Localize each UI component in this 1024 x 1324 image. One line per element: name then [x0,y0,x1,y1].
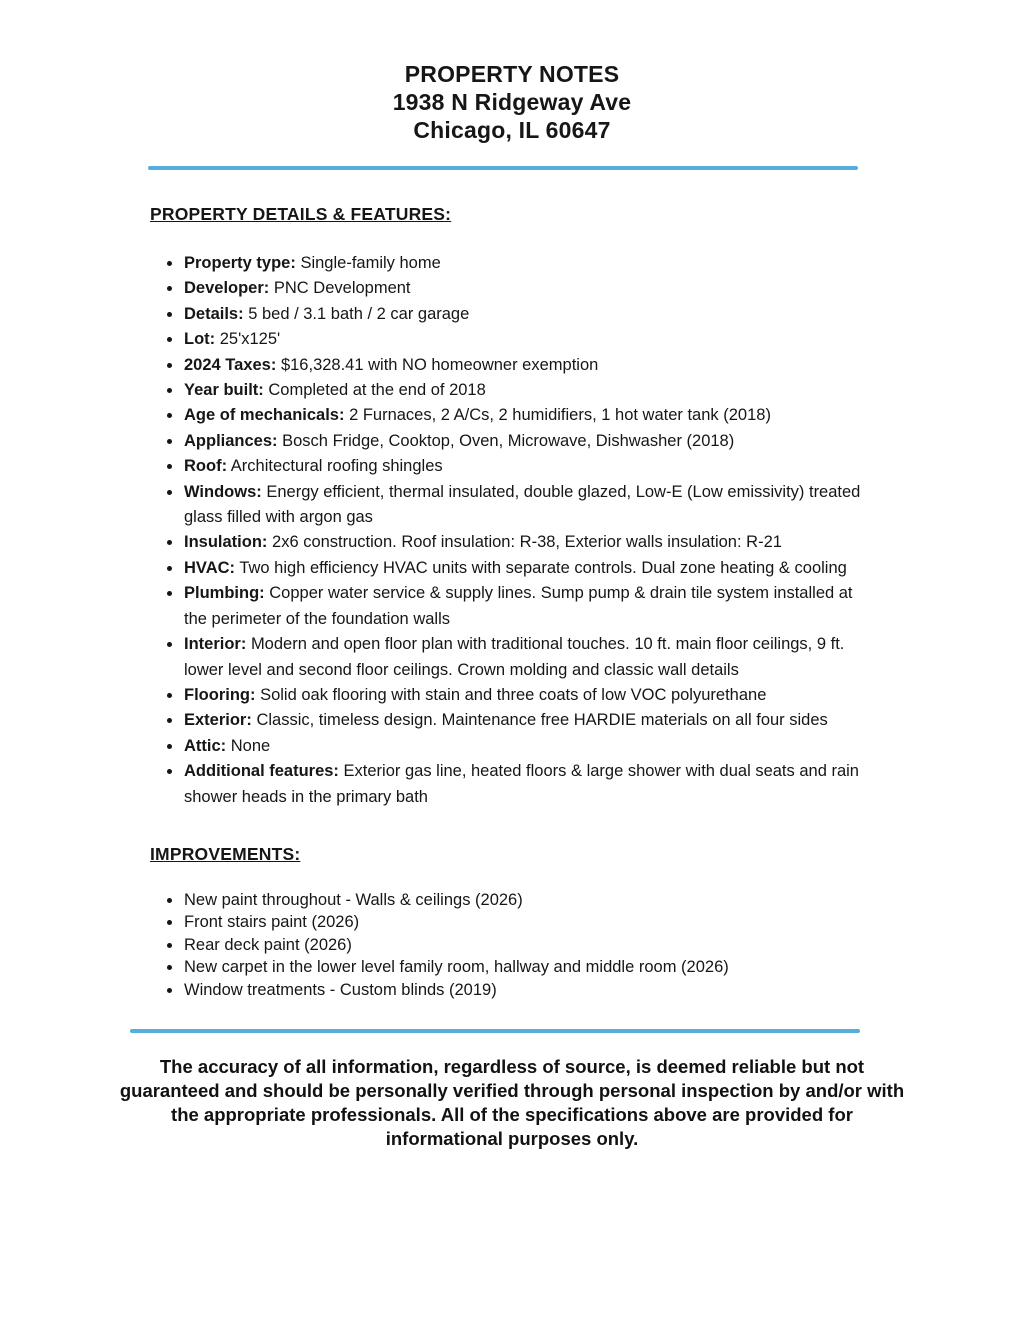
item-text: PNC Development [273,279,411,298]
document-header [0,0,1024,144]
list-item [183,302,873,327]
item-text: None [230,736,271,755]
item-text: Window treatments - Custom blinds (2019) [184,980,497,999]
item-text: Completed at the end of 2018 [268,381,486,400]
item-label: Attic: [184,736,227,755]
item-text: 25'x125' [219,330,281,349]
section-heading-property-details: PROPERTY DETAILS & FEATURES: [150,204,452,224]
item-text: 2x6 construction. Roof insulation: R-38, Exterior walls insulation: R-21 [272,533,782,552]
list-item [183,911,873,934]
list-item [183,581,873,632]
item-text: Front stairs paint (2026) [184,913,360,932]
list-item [183,934,873,957]
item-label: Year built: [184,381,264,400]
address-line-2: Chicago, IL 60647 [413,117,611,143]
section-heading-improvements: IMPROVEMENTS: [150,843,301,864]
list-item [183,480,873,531]
item-label: Plumbing: [184,584,265,603]
item-text: Energy efficient, thermal insulated, double glazed, Low-E (Low emissivity) treated glass filled with argon gas [184,482,861,527]
item-label: Windows: [184,482,262,501]
item-text: New carpet in the lower level family room, hallway and middle room (2026) [184,958,729,977]
improvements-list [150,889,873,1002]
item-label: 2024 Taxes: [184,355,277,374]
item-text: Copper water service & supply lines. Sump pump & drain tile system installed at the perimeter of the foundation walls [184,584,853,628]
disclaimer-text: The accuracy of all information, regardless of source, is deemed reliable but not guaranteed and should be personally verified through personal inspection by and/or with the appropriate professionals. All of the specifications above are provided for informational purposes only. [119,1056,905,1150]
list-item [183,556,873,581]
item-text: Classic, timeless design. Maintenance free HARDIE materials on all four sides [256,711,828,730]
list-item [183,979,873,1002]
divider-line-bottom [130,1029,860,1033]
list-item [183,251,873,276]
item-text: New paint throughout - Walls & ceilings (2026) [184,890,523,909]
list-item [183,429,873,454]
section-improvements [0,844,1024,1002]
item-label: Roof: [184,457,228,476]
item-text: Rear deck paint (2026) [184,935,352,954]
item-label: Insulation: [184,533,268,552]
item-label: Property type: [184,254,296,272]
item-label: Appliances: [184,431,278,450]
item-label: Additional features: [184,762,339,781]
list-item [183,378,873,403]
list-item [183,889,873,912]
item-text: Two high efficiency HVAC units with separate controls. Dual zone heating & cooling [239,558,847,577]
document-footer [0,1055,1024,1151]
list-item [183,759,873,810]
item-text: 5 bed / 3.1 bath / 2 car garage [248,304,470,323]
property-details-list [150,251,873,810]
item-text: Solid oak flooring with stain and three coats of low VOC polyurethane [260,685,767,704]
list-item [183,276,873,301]
list-item [183,734,873,759]
item-label: Interior: [184,635,247,654]
item-label: Lot: [184,330,216,349]
item-text: 2 Furnaces, 2 A/Cs, 2 humidifiers, 1 hot water tank (2018) [349,406,771,425]
list-item [183,403,873,428]
list-item [183,353,873,378]
item-label: Flooring: [184,685,256,704]
list-item [183,632,873,683]
item-label: Age of mechanicals: [184,406,345,425]
page-title: PROPERTY NOTES [404,61,620,87]
address-line-1: 1938 N Ridgeway Ave [392,89,632,115]
list-item [183,683,873,708]
item-text: Architectural roofing shingles [230,457,443,476]
list-item [183,454,873,479]
item-label: Developer: [184,279,270,298]
item-text: Modern and open floor plan with traditional touches. 10 ft. main floor ceilings, 9 ft. lower level and second floor ceilings. Crown molding and classic wall details [184,635,845,679]
list-item [183,327,873,352]
item-label: Exterior: [184,711,252,730]
divider-line-top [148,166,858,170]
section-property-details [0,204,1024,810]
item-text: Single-family home [300,254,441,272]
list-item [183,708,873,733]
item-text: Exterior gas line, heated floors & large shower with dual seats and rain shower heads in the primary bath [184,762,859,806]
list-item [183,530,873,555]
item-label: Details: [184,304,244,323]
item-text: $16,328.41 with NO homeowner exemption [280,355,599,374]
list-item [183,956,873,979]
item-text: Bosch Fridge, Cooktop, Oven, Microwave, Dishwasher (2018) [282,431,735,450]
item-label: HVAC: [184,558,236,577]
